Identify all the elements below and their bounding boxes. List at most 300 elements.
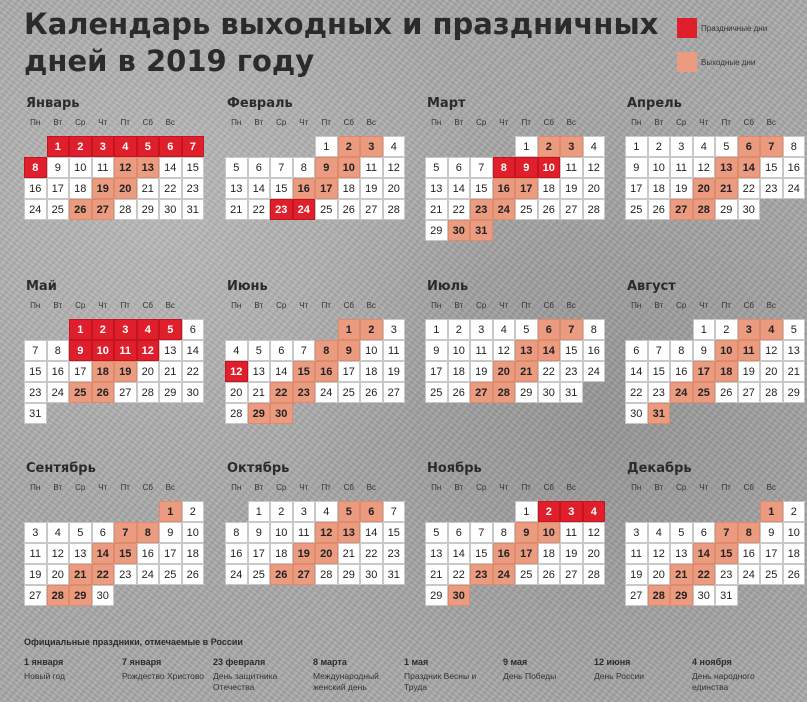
- empty-cell: [670, 501, 693, 522]
- empty-cell: [47, 501, 70, 522]
- day-cell: 20: [583, 178, 606, 199]
- weekend-day-cell: 16: [493, 543, 516, 564]
- empty-cell: [225, 501, 248, 522]
- holiday-day-cell: 7: [182, 136, 205, 157]
- holiday-day-cell: 11: [114, 340, 137, 361]
- weekend-day-cell: 21: [515, 361, 538, 382]
- weekend-day-cell: 10: [538, 522, 561, 543]
- weekday-label: Пт: [521, 301, 531, 310]
- day-cell: 16: [583, 340, 606, 361]
- day-grid: [625, 136, 805, 220]
- day-cell: 1: [693, 319, 716, 340]
- weekend-day-cell: 15: [293, 361, 316, 382]
- weekend-day-cell: 30: [270, 403, 293, 424]
- weekend-day-cell: 24: [493, 564, 516, 585]
- day-grid: [225, 136, 405, 220]
- day-cell: 22: [448, 564, 471, 585]
- weekday-label: Сб: [142, 483, 153, 492]
- day-grid: [425, 319, 605, 403]
- day-cell: 21: [159, 361, 182, 382]
- day-cell: 18: [538, 543, 561, 564]
- day-cell: 11: [560, 522, 583, 543]
- holiday-item: [313, 657, 408, 693]
- weekend-day-cell: 7: [560, 319, 583, 340]
- weekend-day-cell: 2: [360, 319, 383, 340]
- day-cell: 9: [159, 522, 182, 543]
- day-cell: 19: [560, 178, 583, 199]
- weekend-day-cell: 28: [648, 585, 671, 606]
- day-cell: 23: [560, 361, 583, 382]
- day-cell: 8: [225, 522, 248, 543]
- weekend-day-cell: 22: [92, 564, 115, 585]
- empty-cell: [270, 136, 293, 157]
- weekday-label: Чт: [98, 483, 108, 492]
- day-cell: 9: [625, 157, 648, 178]
- holiday-day-cell: 2: [69, 136, 92, 157]
- weekend-day-cell: 17: [515, 178, 538, 199]
- day-cell: 12: [383, 157, 406, 178]
- day-cell: 30: [693, 585, 716, 606]
- weekend-day-cell: 1: [760, 501, 783, 522]
- day-cell: 7: [470, 522, 493, 543]
- weekend-day-cell: 30: [448, 585, 471, 606]
- weekday-label: Сб: [543, 118, 554, 127]
- day-cell: 5: [425, 522, 448, 543]
- day-cell: 1: [315, 136, 338, 157]
- month-calendar: [24, 279, 204, 424]
- day-cell: 8: [783, 136, 806, 157]
- holiday-day-cell: 5: [159, 319, 182, 340]
- day-cell: 25: [338, 382, 361, 403]
- day-cell: 10: [69, 157, 92, 178]
- day-cell: 10: [648, 157, 671, 178]
- day-cell: 10: [360, 340, 383, 361]
- day-cell: 23: [182, 178, 205, 199]
- weekday-label: Вт: [454, 301, 464, 310]
- day-cell: 24: [738, 564, 761, 585]
- weekend-day-cell: 23: [470, 564, 493, 585]
- day-cell: 15: [182, 157, 205, 178]
- holiday-date: 4 ноября: [692, 657, 732, 667]
- weekend-day-cell: 2: [538, 136, 561, 157]
- weekend-day-cell: 27: [92, 199, 115, 220]
- weekend-day-cell: 19: [293, 543, 316, 564]
- day-cell: 15: [383, 522, 406, 543]
- holiday-swatch: [677, 18, 697, 38]
- day-cell: 30: [159, 199, 182, 220]
- day-cell: 2: [648, 136, 671, 157]
- day-cell: 24: [137, 564, 160, 585]
- legend: [677, 18, 767, 86]
- day-cell: 17: [760, 543, 783, 564]
- weekday-label: Ср: [676, 118, 687, 127]
- weekday-header: [24, 301, 204, 315]
- day-cell: 11: [360, 157, 383, 178]
- day-cell: 28: [114, 199, 137, 220]
- day-cell: 16: [137, 543, 160, 564]
- weekend-day-cell: 13: [137, 157, 160, 178]
- day-cell: 27: [360, 199, 383, 220]
- day-cell: 13: [425, 543, 448, 564]
- day-cell: 29: [425, 220, 448, 241]
- empty-cell: [738, 501, 761, 522]
- weekend-day-cell: 13: [715, 157, 738, 178]
- day-cell: 23: [648, 382, 671, 403]
- day-grid: [24, 501, 204, 606]
- day-cell: 1: [425, 319, 448, 340]
- holiday-item: [122, 657, 217, 682]
- day-cell: 20: [583, 543, 606, 564]
- day-cell: 20: [383, 178, 406, 199]
- day-cell: 19: [560, 543, 583, 564]
- day-cell: 30: [182, 382, 205, 403]
- weekday-label: Вт: [654, 118, 664, 127]
- empty-cell: [248, 319, 271, 340]
- day-cell: 5: [670, 522, 693, 543]
- weekday-label: Вс: [165, 118, 175, 127]
- weekday-label: Вс: [366, 483, 376, 492]
- weekday-header: [625, 483, 805, 497]
- holiday-day-cell: 1: [47, 136, 70, 157]
- weekday-label: Пт: [721, 118, 731, 127]
- holiday-item: [404, 657, 499, 693]
- day-cell: 27: [560, 564, 583, 585]
- day-grid: [625, 501, 805, 606]
- empty-cell: [248, 136, 271, 157]
- weekday-label: Пн: [30, 301, 41, 310]
- day-cell: 27: [24, 585, 47, 606]
- day-cell: 3: [625, 522, 648, 543]
- empty-cell: [715, 501, 738, 522]
- day-cell: 18: [648, 178, 671, 199]
- holiday-name: День народного единства: [692, 671, 755, 692]
- weekday-label: Ср: [75, 483, 86, 492]
- weekday-label: Чт: [699, 301, 709, 310]
- day-cell: 26: [538, 199, 561, 220]
- weekend-day-cell: 23: [293, 382, 316, 403]
- day-cell: 1: [625, 136, 648, 157]
- empty-cell: [293, 319, 316, 340]
- weekday-label: Пт: [521, 483, 531, 492]
- day-cell: 14: [448, 543, 471, 564]
- weekday-label: Вс: [165, 301, 175, 310]
- day-cell: 10: [783, 522, 806, 543]
- weekday-header: [425, 118, 605, 132]
- day-cell: 18: [360, 361, 383, 382]
- weekend-day-cell: 24: [493, 199, 516, 220]
- month-calendar: [425, 96, 605, 241]
- weekday-label: Пн: [30, 483, 41, 492]
- weekday-label: Вс: [566, 483, 576, 492]
- weekend-day-cell: 13: [515, 340, 538, 361]
- day-cell: 7: [470, 157, 493, 178]
- day-cell: 15: [470, 543, 493, 564]
- weekend-day-cell: 17: [515, 543, 538, 564]
- day-cell: 24: [225, 564, 248, 585]
- day-cell: 5: [69, 522, 92, 543]
- day-cell: 31: [383, 564, 406, 585]
- holiday-day-cell: 12: [137, 340, 160, 361]
- weekend-day-cell: 25: [693, 382, 716, 403]
- weekday-label: Пн: [631, 301, 642, 310]
- legend-label: Праздничные дни: [701, 23, 768, 33]
- day-cell: 3: [670, 136, 693, 157]
- empty-cell: [425, 136, 448, 157]
- day-cell: 5: [248, 340, 271, 361]
- day-cell: 28: [315, 564, 338, 585]
- weekend-day-cell: 10: [715, 340, 738, 361]
- month-name: Май: [26, 279, 57, 294]
- day-cell: 22: [360, 543, 383, 564]
- weekday-label: Ср: [476, 301, 487, 310]
- weekday-label: Вс: [366, 118, 376, 127]
- weekend-day-cell: 3: [738, 319, 761, 340]
- day-cell: 5: [783, 319, 806, 340]
- day-cell: 9: [248, 522, 271, 543]
- weekend-day-cell: 18: [715, 361, 738, 382]
- weekend-day-cell: 28: [493, 382, 516, 403]
- day-cell: 26: [338, 199, 361, 220]
- weekday-label: Вс: [766, 301, 776, 310]
- holiday-day-cell: 9: [515, 157, 538, 178]
- weekday-label: Пн: [631, 118, 642, 127]
- day-cell: 23: [24, 382, 47, 403]
- empty-cell: [648, 319, 671, 340]
- weekend-day-cell: 29: [69, 585, 92, 606]
- legend-item-weekend: [677, 52, 767, 72]
- weekday-header: [225, 301, 405, 315]
- day-cell: 14: [448, 178, 471, 199]
- weekend-day-cell: 6: [360, 501, 383, 522]
- weekend-day-cell: 26: [69, 199, 92, 220]
- day-cell: 26: [538, 564, 561, 585]
- day-cell: 9: [760, 522, 783, 543]
- day-cell: 15: [470, 178, 493, 199]
- holiday-day-cell: 24: [293, 199, 316, 220]
- weekend-swatch: [677, 52, 697, 72]
- weekend-day-cell: 20: [114, 178, 137, 199]
- day-cell: 24: [583, 361, 606, 382]
- day-grid: [24, 319, 204, 424]
- weekday-label: Чт: [499, 118, 509, 127]
- day-grid: [225, 501, 405, 585]
- page-title: Календарь выходных и праздничных дней в 2019 году: [24, 7, 659, 78]
- day-cell: 29: [137, 199, 160, 220]
- empty-cell: [24, 501, 47, 522]
- day-cell: 16: [783, 157, 806, 178]
- weekday-label: Пн: [231, 483, 242, 492]
- holiday-day-cell: 3: [114, 319, 137, 340]
- weekend-day-cell: 15: [114, 543, 137, 564]
- day-cell: 4: [47, 522, 70, 543]
- day-cell: 25: [248, 564, 271, 585]
- day-cell: 21: [338, 543, 361, 564]
- weekday-label: Ср: [476, 483, 487, 492]
- day-cell: 18: [69, 178, 92, 199]
- weekend-day-cell: 23: [470, 199, 493, 220]
- day-cell: 18: [538, 178, 561, 199]
- day-cell: 25: [425, 382, 448, 403]
- day-cell: 16: [225, 543, 248, 564]
- weekday-label: Пн: [231, 118, 242, 127]
- day-cell: 29: [783, 382, 806, 403]
- weekday-label: Сб: [543, 301, 554, 310]
- weekend-day-cell: 19: [114, 361, 137, 382]
- empty-cell: [425, 501, 448, 522]
- holiday-day-cell: 6: [159, 136, 182, 157]
- weekday-label: Сб: [743, 301, 754, 310]
- day-cell: 19: [470, 361, 493, 382]
- day-cell: 10: [270, 522, 293, 543]
- weekend-day-cell: 20: [315, 543, 338, 564]
- weekday-label: Пн: [231, 301, 242, 310]
- weekend-day-cell: 17: [315, 178, 338, 199]
- day-cell: 17: [159, 543, 182, 564]
- day-cell: 15: [560, 340, 583, 361]
- day-cell: 22: [159, 178, 182, 199]
- day-cell: 6: [92, 522, 115, 543]
- day-cell: 29: [425, 585, 448, 606]
- holiday-name: Праздник Весны и Труда: [404, 671, 477, 692]
- holiday-item: [594, 657, 689, 682]
- empty-cell: [693, 501, 716, 522]
- month-calendar: [625, 96, 805, 220]
- day-cell: 4: [493, 319, 516, 340]
- weekday-label: Пт: [321, 483, 331, 492]
- day-cell: 18: [270, 543, 293, 564]
- day-cell: 12: [493, 340, 516, 361]
- weekday-header: [24, 483, 204, 497]
- day-cell: 13: [69, 543, 92, 564]
- holiday-date: 8 марта: [313, 657, 347, 667]
- weekend-day-cell: 30: [448, 220, 471, 241]
- day-cell: 27: [114, 382, 137, 403]
- empty-cell: [470, 501, 493, 522]
- day-cell: 14: [270, 361, 293, 382]
- weekday-label: Вт: [254, 483, 264, 492]
- weekend-day-cell: 31: [470, 220, 493, 241]
- weekend-day-cell: 16: [315, 361, 338, 382]
- day-cell: 22: [448, 199, 471, 220]
- day-grid: [24, 136, 204, 220]
- weekend-day-cell: 27: [670, 199, 693, 220]
- weekend-day-cell: 7: [715, 522, 738, 543]
- day-cell: 25: [515, 564, 538, 585]
- day-cell: 3: [470, 319, 493, 340]
- holiday-day-cell: 23: [270, 199, 293, 220]
- day-cell: 25: [625, 199, 648, 220]
- holiday-day-cell: 9: [69, 340, 92, 361]
- day-cell: 6: [693, 522, 716, 543]
- holiday-date: 9 мая: [503, 657, 528, 667]
- day-cell: 4: [383, 136, 406, 157]
- weekday-label: Сб: [343, 483, 354, 492]
- weekday-label: Ср: [276, 301, 287, 310]
- day-cell: 6: [448, 157, 471, 178]
- day-cell: 6: [625, 340, 648, 361]
- day-cell: 21: [225, 199, 248, 220]
- holiday-name: Рождество Христово: [122, 671, 205, 681]
- weekend-day-cell: 27: [293, 564, 316, 585]
- day-cell: 19: [738, 361, 761, 382]
- day-grid: [625, 319, 805, 424]
- empty-cell: [114, 501, 137, 522]
- day-cell: 8: [293, 157, 316, 178]
- holiday-day-cell: 4: [137, 319, 160, 340]
- weekend-day-cell: 18: [92, 361, 115, 382]
- day-cell: 1: [515, 501, 538, 522]
- day-cell: 7: [24, 340, 47, 361]
- holiday-day-cell: 3: [92, 136, 115, 157]
- weekday-label: Сб: [743, 483, 754, 492]
- empty-cell: [648, 501, 671, 522]
- day-cell: 25: [315, 199, 338, 220]
- day-grid: [225, 319, 405, 424]
- weekend-day-cell: 5: [338, 501, 361, 522]
- month-calendar: [225, 279, 405, 424]
- day-cell: 1: [515, 136, 538, 157]
- month-name: Апрель: [627, 96, 682, 111]
- holiday-day-cell: 12: [225, 361, 248, 382]
- day-cell: 2: [715, 319, 738, 340]
- day-cell: 21: [248, 382, 271, 403]
- month-name: Март: [427, 96, 466, 111]
- weekday-label: Ср: [676, 301, 687, 310]
- day-cell: 17: [47, 178, 70, 199]
- footer-title: Официальные праздники, отмечаемые в России: [24, 637, 243, 647]
- day-cell: 28: [583, 564, 606, 585]
- day-cell: 26: [360, 382, 383, 403]
- weekday-header: [225, 118, 405, 132]
- day-cell: 3: [383, 319, 406, 340]
- day-cell: 14: [625, 361, 648, 382]
- weekend-day-cell: 31: [648, 403, 671, 424]
- weekday-label: Сб: [743, 118, 754, 127]
- day-cell: 19: [625, 564, 648, 585]
- holiday-item: [503, 657, 598, 682]
- day-cell: 10: [182, 522, 205, 543]
- holiday-day-cell: 3: [560, 501, 583, 522]
- weekday-label: Вс: [766, 483, 776, 492]
- day-cell: 7: [270, 157, 293, 178]
- day-cell: 19: [24, 564, 47, 585]
- empty-cell: [24, 319, 47, 340]
- day-cell: 28: [225, 403, 248, 424]
- day-cell: 19: [360, 178, 383, 199]
- day-cell: 31: [715, 585, 738, 606]
- weekday-label: Ср: [75, 118, 86, 127]
- day-cell: 31: [560, 382, 583, 403]
- weekday-label: Сб: [142, 301, 153, 310]
- empty-cell: [270, 319, 293, 340]
- month-calendar: [425, 279, 605, 403]
- day-cell: 8: [493, 522, 516, 543]
- holiday-name: День защитника Отечества: [213, 671, 278, 692]
- day-cell: 6: [448, 522, 471, 543]
- day-cell: 5: [225, 157, 248, 178]
- holiday-date: 1 мая: [404, 657, 429, 667]
- day-cell: 13: [225, 178, 248, 199]
- month-calendar: [225, 96, 405, 220]
- day-cell: 25: [159, 564, 182, 585]
- weekday-label: Сб: [343, 118, 354, 127]
- weekday-label: Чт: [499, 483, 509, 492]
- holiday-item: [692, 657, 787, 693]
- day-cell: 17: [69, 361, 92, 382]
- legend-label: Выходные дни: [701, 57, 756, 67]
- day-cell: 17: [625, 178, 648, 199]
- weekend-day-cell: 13: [338, 522, 361, 543]
